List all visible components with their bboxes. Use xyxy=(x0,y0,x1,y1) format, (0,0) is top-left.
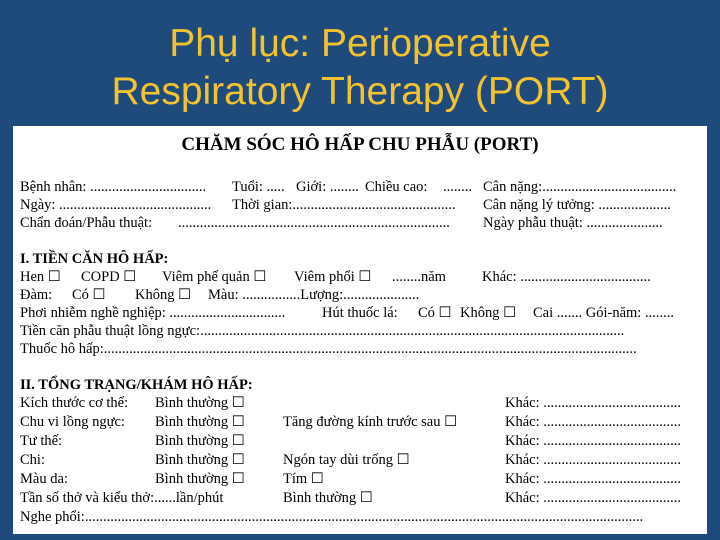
slide-title-line-1: Phụ lục: Perioperative xyxy=(169,22,551,65)
history-row-2 xyxy=(20,286,702,304)
age-field: Tuổi: ..... xyxy=(232,179,285,195)
ideal-weight-field: Cân nặng lý tưởng: .................... xyxy=(483,197,671,213)
bronchitis-checkbox: Viêm phế quản ☐ xyxy=(162,269,267,285)
history-row-4 xyxy=(20,322,702,340)
height-dots: ........ xyxy=(443,179,472,195)
other-field: Khác: ...................................... xyxy=(505,414,681,430)
diagnosis-dots: ........................................................................... xyxy=(178,215,450,231)
normal-checkbox: Bình thường ☐ xyxy=(283,490,373,506)
normal-checkbox: Bình thường ☐ xyxy=(155,395,245,411)
smoking-no-checkbox: Không ☐ xyxy=(460,305,517,321)
year-field: ........năm xyxy=(392,269,446,285)
cyanosis-checkbox: Tím ☐ xyxy=(283,471,324,487)
exam-row-auscultation xyxy=(20,508,702,526)
patient-field: Bệnh nhân: ................................ xyxy=(20,179,207,195)
other-field: Khác: ...................................... xyxy=(505,433,681,449)
quit-pack-years-field: Cai ....... Gói-năm: ........ xyxy=(533,305,674,321)
surgery-date-field: Ngày phẫu thuật: ..................... xyxy=(483,215,663,231)
exam-row-posture xyxy=(20,432,702,450)
exam-row-chest xyxy=(20,413,702,431)
normal-checkbox: Bình thường ☐ xyxy=(155,433,245,449)
form-sheet xyxy=(13,126,707,534)
exam-label: Tần số thở và kiểu thở:......lần/phút xyxy=(20,490,224,506)
exam-row-body-size xyxy=(20,394,702,412)
diagnosis-label: Chẩn đoán/Phẫu thuật: xyxy=(20,215,153,231)
normal-checkbox: Bình thường ☐ xyxy=(155,452,245,468)
patient-row xyxy=(20,178,702,196)
copd-checkbox: COPD ☐ xyxy=(81,269,137,285)
thoracic-surgery-field: Tiền căn phẫu thuật lồng ngực:..................................................................................................................... xyxy=(20,323,625,339)
exam-label: Chi: xyxy=(20,452,45,468)
normal-checkbox: Bình thường ☐ xyxy=(155,414,245,430)
date-row xyxy=(20,196,702,214)
section-2-title: II. TỔNG TRẠNG/KHÁM HÔ HẤP: xyxy=(20,377,253,393)
sputum-label: Đàm: xyxy=(20,287,53,303)
sex-field: Giới: ........ xyxy=(296,179,359,195)
smoking-label: Hút thuốc lá: xyxy=(322,305,398,321)
slide-title xyxy=(0,20,720,116)
respiratory-medication-field: Thuốc hô hấp:................................................................................................................................................... xyxy=(20,341,637,357)
clubbing-checkbox: Ngón tay dùi trống ☐ xyxy=(283,452,410,468)
history-row-1 xyxy=(20,268,702,286)
exam-label: Kích thước cơ thể: xyxy=(20,395,129,411)
weight-field: Cân nặng:..................................... xyxy=(483,179,677,195)
other-field: Khác: ...................................... xyxy=(505,395,681,411)
exam-row-skin xyxy=(20,470,702,488)
other-field: Khác: ...................................... xyxy=(505,490,681,506)
ap-diameter-checkbox: Tăng đường kính trước sau ☐ xyxy=(283,414,458,430)
exam-label: Màu da: xyxy=(20,471,68,487)
other-field: Khác: ...................................... xyxy=(505,471,681,487)
occupational-exposure-field: Phơi nhiễm nghề nghiệp: ................................ xyxy=(20,305,286,321)
sputum-yes-checkbox: Có ☐ xyxy=(72,287,106,303)
history-row-5 xyxy=(20,340,702,358)
exam-label: Chu vi lồng ngực: xyxy=(20,414,125,430)
diagnosis-row xyxy=(20,214,702,232)
auscultation-field: Nghe phổi:.......................................................................................................................................................... xyxy=(20,509,644,525)
history-row-3 xyxy=(20,304,702,322)
exam-row-breathing xyxy=(20,489,702,507)
height-label: Chiều cao: xyxy=(365,179,428,195)
other-field: Khác: .................................... xyxy=(482,269,651,285)
slide-title-line-2: Respiratory Therapy (PORT) xyxy=(111,70,609,113)
exam-row-limbs xyxy=(20,451,702,469)
other-field: Khác: ...................................... xyxy=(505,452,681,468)
date-field: Ngày: .......................................... xyxy=(20,197,212,213)
sputum-color-amount: Màu: ................Lượng:..................... xyxy=(208,287,420,303)
normal-checkbox: Bình thường ☐ xyxy=(155,471,245,487)
smoking-yes-checkbox: Có ☐ xyxy=(418,305,452,321)
form-title: CHĂM SÓC HÔ HẤP CHU PHẪU (PORT) xyxy=(181,134,539,155)
sputum-no-checkbox: Không ☐ xyxy=(135,287,192,303)
exam-label: Tư thế: xyxy=(20,433,63,449)
asthma-checkbox: Hen ☐ xyxy=(20,269,61,285)
section-1-title: I. TIỀN CĂN HÔ HẤP: xyxy=(20,251,169,267)
pneumonia-checkbox: Viêm phổi ☐ xyxy=(294,269,372,285)
time-field: Thời gian:............................................. xyxy=(232,197,456,213)
